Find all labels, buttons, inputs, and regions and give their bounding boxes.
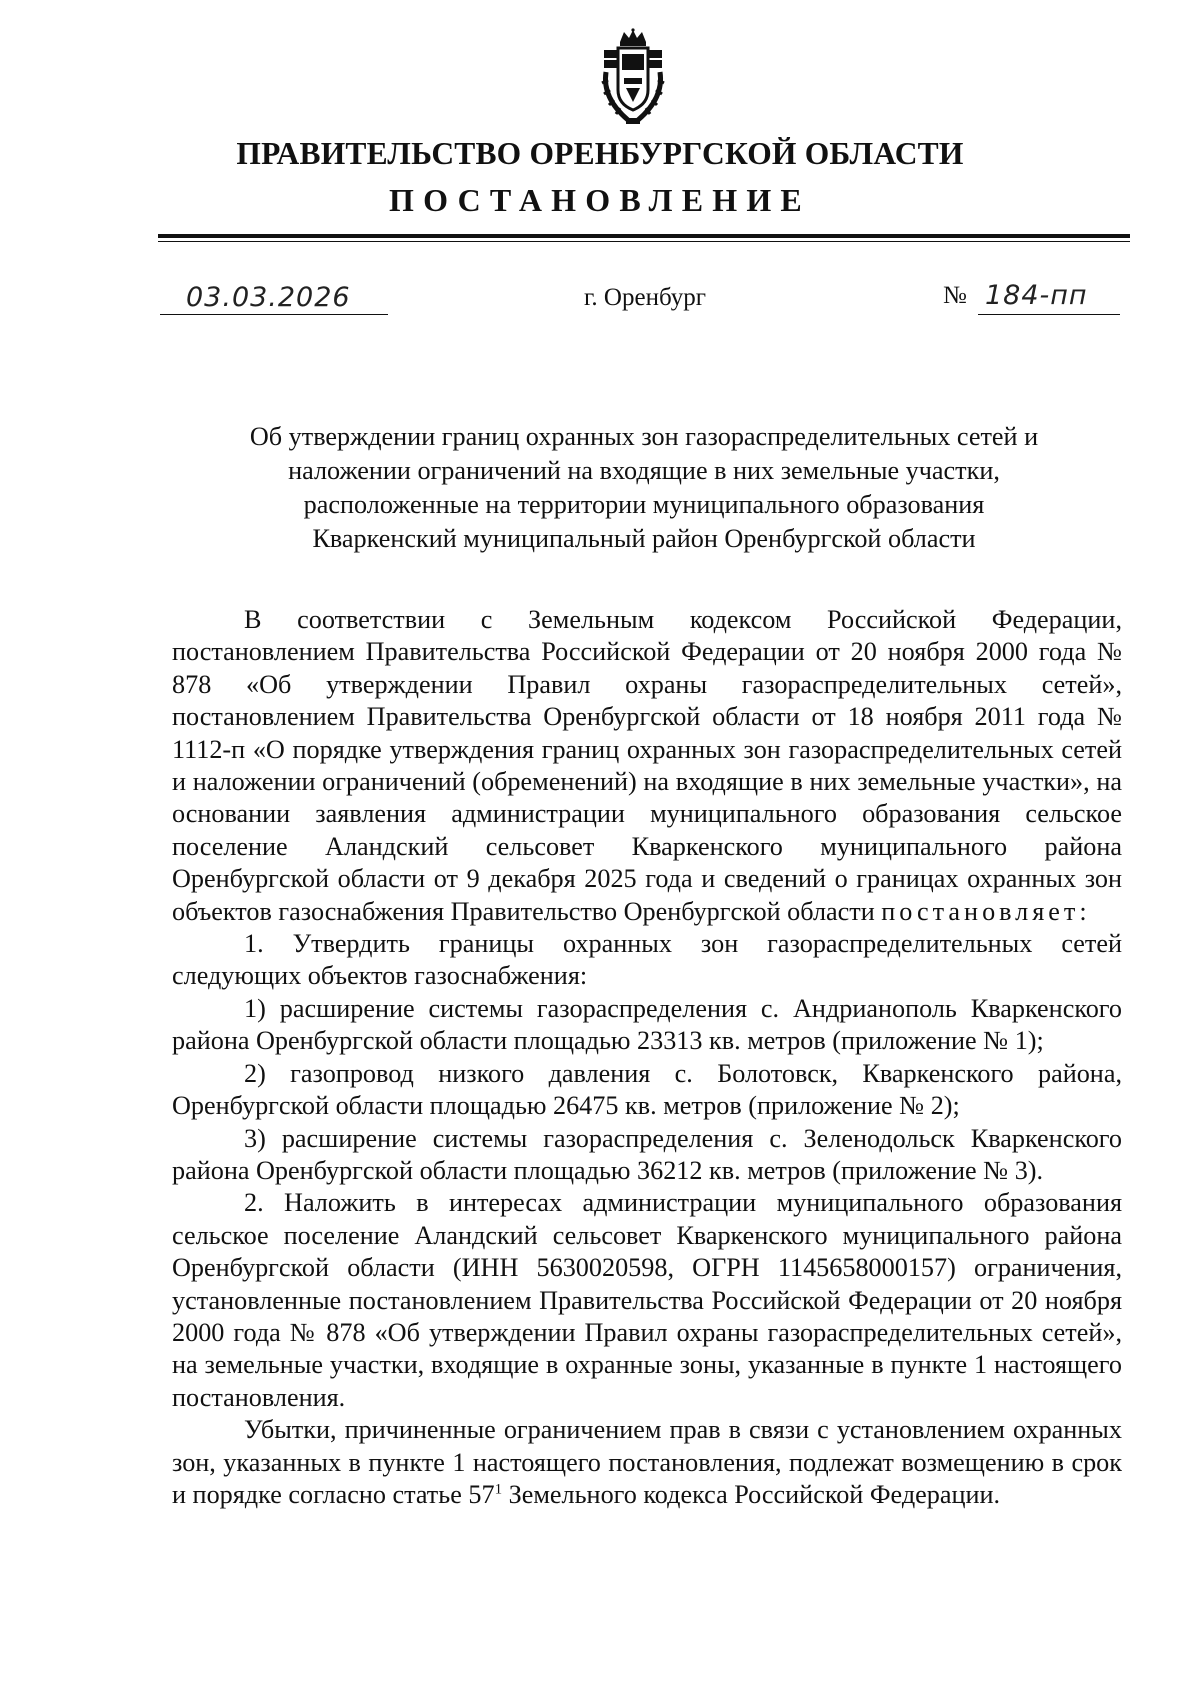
document-body [172,604,1122,1511]
title-line: наложении ограничений на входящие в них земельные участки, [288,456,1000,485]
losses-paragraph [172,1414,1122,1511]
item-1-1: 1) расширение системы газораспределения с. Андрианополь Кваркенского района Оренбургской области площадью 23313 кв. метров (приложение № 1); [172,993,1122,1056]
title-line: расположенные на территории муниципального образования [303,490,985,519]
date-underline [160,314,388,315]
title-line: Кваркенский муниципальный район Оренбургской области [312,524,976,553]
preamble-paragraph [172,604,1122,928]
document-date: 03.03.2026 [186,282,351,313]
document-title [158,420,1130,556]
decree-word: постановляет: [881,896,1091,926]
document-number: 184-пп [985,280,1088,311]
document-type: ПОСТАНОВЛЕНИЕ [389,182,811,218]
number-label: № [943,282,967,309]
header-rule-thick [158,234,1130,238]
document-city: г. Оренбург [584,284,706,311]
coat-of-arms-icon [598,28,668,128]
losses-text-end: Земельного кодекса Российской Федерации. [502,1479,1001,1509]
item-1: 1. Утвердить границы охранных зон газораспределительных сетей следующих объектов газоснабжения: [172,929,1122,991]
header-rule-thin [158,241,1130,242]
article-superscript: 1 [494,1481,503,1498]
organization-name: ПРАВИТЕЛЬСТВО ОРЕНБУРГСКОЙ ОБЛАСТИ [236,136,964,171]
preamble-text: В соответствии с Земельным кодексом Российской Федерации, постановлением Правительства Российской Федерации от 20 ноября 2000 года № 878 «Об утверждении Правил охраны газораспределительных сетей», постановлением Правительства Оренбургской области от 18 ноября 2011 года № 1112-п «О порядке утверждения границ охранных зон газораспределительных сетей и наложении ограничений (обременений) на входящие в них земельные участки», на основании заявления администрации муниципального образования сельское поселение Аландский сельсовет Кваркенского муниципального района Оренбургской области от 9 декабря 2025 года и сведений о границах охранных зон объектов газоснабжения Правительство Оренбургской области [172,605,1122,926]
item-2: 2. Наложить в интересах администрации муниципального образования сельское поселение Аландский сельсовет Кваркенского муниципального района Оренбургской области (ИНН 5630020598, ОГРН 1145658000157) ограничения, установленные постановлением Правительства Российской Федерации от 20 ноября 2000 года № 878 «Об утверждении Правил охраны газораспределительных сетей», на земельные участки, входящие в охранные зоны, указанные в пункте 1 настоящего постановления. [172,1188,1122,1412]
item-1-3: 3) расширение системы газораспределения с. Зеленодольск Кваркенского района Оренбургской области площадью 36212 кв. метров (приложение № 3). [172,1123,1122,1185]
title-line: Об утверждении границ охранных зон газораспределительных сетей и [249,422,1039,451]
number-underline [978,314,1120,315]
losses-text: Убытки, причиненные ограничением прав в связи с установлением охранных зон, указанных в пункте 1 настоящего постановления, подлежат возмещению в срок и порядке согласно статье 57 [172,1415,1122,1509]
item-1-2: 2) газопровод низкого давления с. Болотовск, Кваркенского района, Оренбургской области площадью 26475 кв. метров (приложение № 2); [172,1058,1122,1121]
